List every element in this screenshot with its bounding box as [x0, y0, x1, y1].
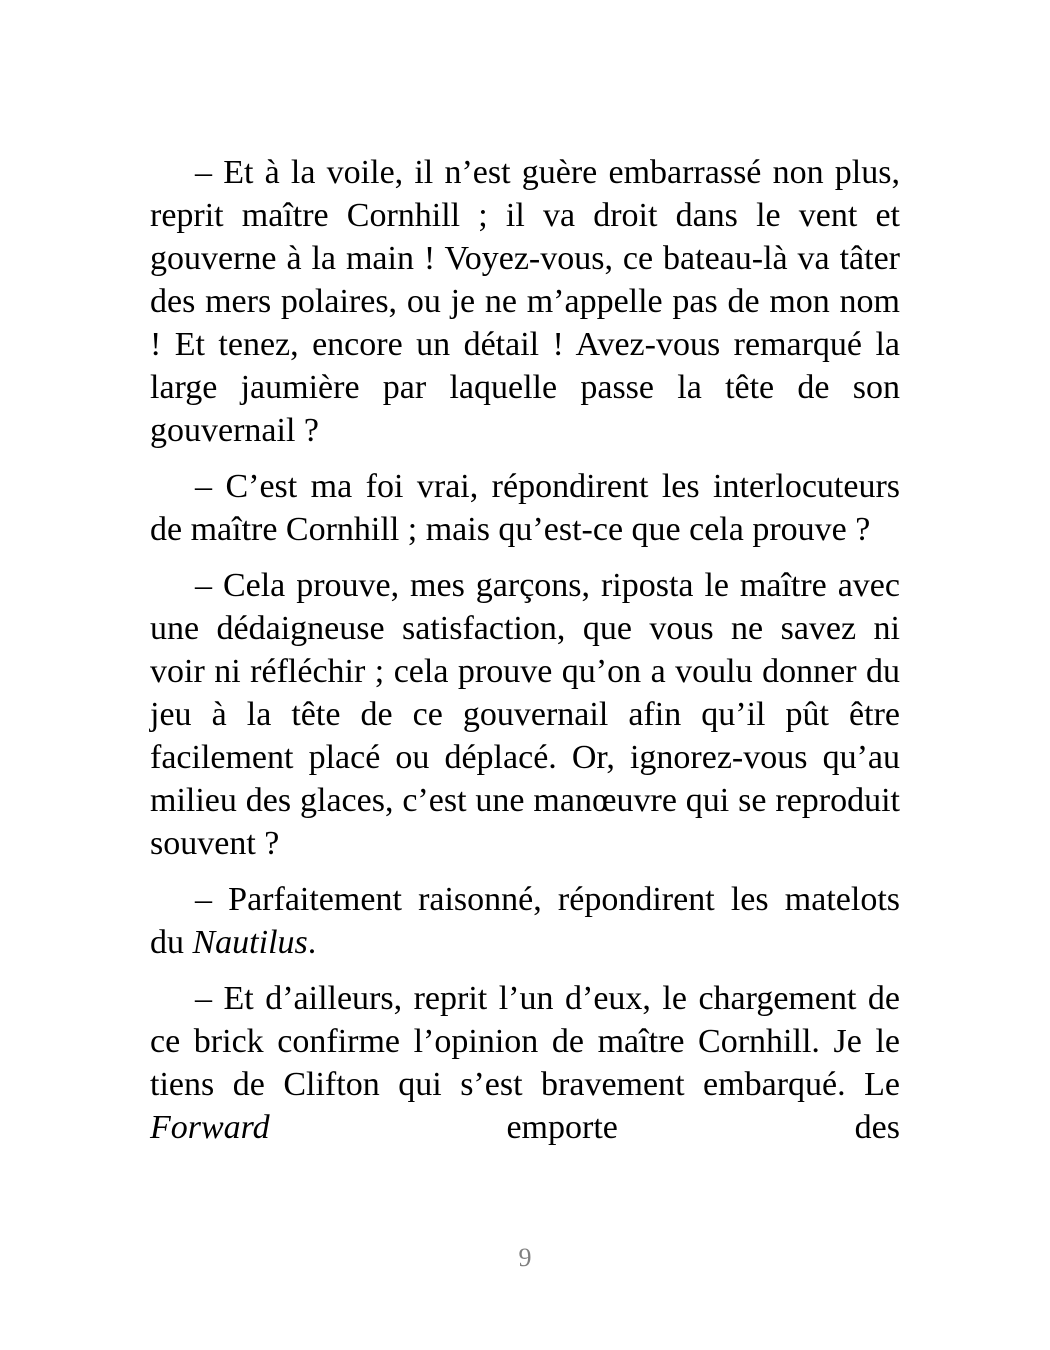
- paragraph-5: [150, 977, 900, 1149]
- paragraph-4-text: – Parfaitement raisonné, répondirent les matelots du: [150, 881, 900, 961]
- page-number: 9: [518, 1243, 532, 1272]
- paragraph-5-end: emporte des: [269, 1109, 900, 1146]
- paragraph-3: [150, 564, 900, 865]
- paragraph-3-text: – Cela prouve, mes garçons, riposta le maître avec une dédaigneuse satisfaction, que vous ne savez ni voir ni réfléchir ; cela prouve qu’on a voulu donner du jeu à la tête de ce gouvernail afin qu’il pût être facilement placé ou déplacé. Or, ignorez-vous qu’au milieu des glaces, c’est une manœuvre qui se reproduit souvent ?: [150, 567, 900, 862]
- paragraph-4-end: .: [307, 924, 317, 961]
- paragraph-1-text: – Et à la voile, il n’est guère embarrassé non plus, reprit maître Cornhill ; il va droit dans le vent et gouverne à la main ! Voyez-vous, ce bateau-là va tâter des mers polaires, ou je ne m’appelle pas de mon nom ! Et tenez, encore un détail ! Avez-vous remarqué la large jaumière par laquelle passe la tête de son gouvernail ?: [150, 154, 900, 449]
- paragraph-2: [150, 465, 900, 551]
- paragraph-5-text: – Et d’ailleurs, reprit l’un d’eux, le chargement de ce brick confirme l’opinion de maître Cornhill. Je le tiens de Clifton qui s’est bravement embarqué. Le: [150, 980, 900, 1103]
- ship-name-forward: Forward: [150, 1109, 270, 1146]
- ship-name-nautilus: Nautilus: [192, 924, 308, 961]
- paragraph-1: [150, 151, 900, 452]
- paragraph-2-text: – C’est ma foi vrai, répondirent les interlocuteurs de maître Cornhill ; mais qu’est-ce que cela prouve ?: [150, 468, 900, 548]
- page-body: [150, 151, 900, 1162]
- paragraph-4: [150, 878, 900, 964]
